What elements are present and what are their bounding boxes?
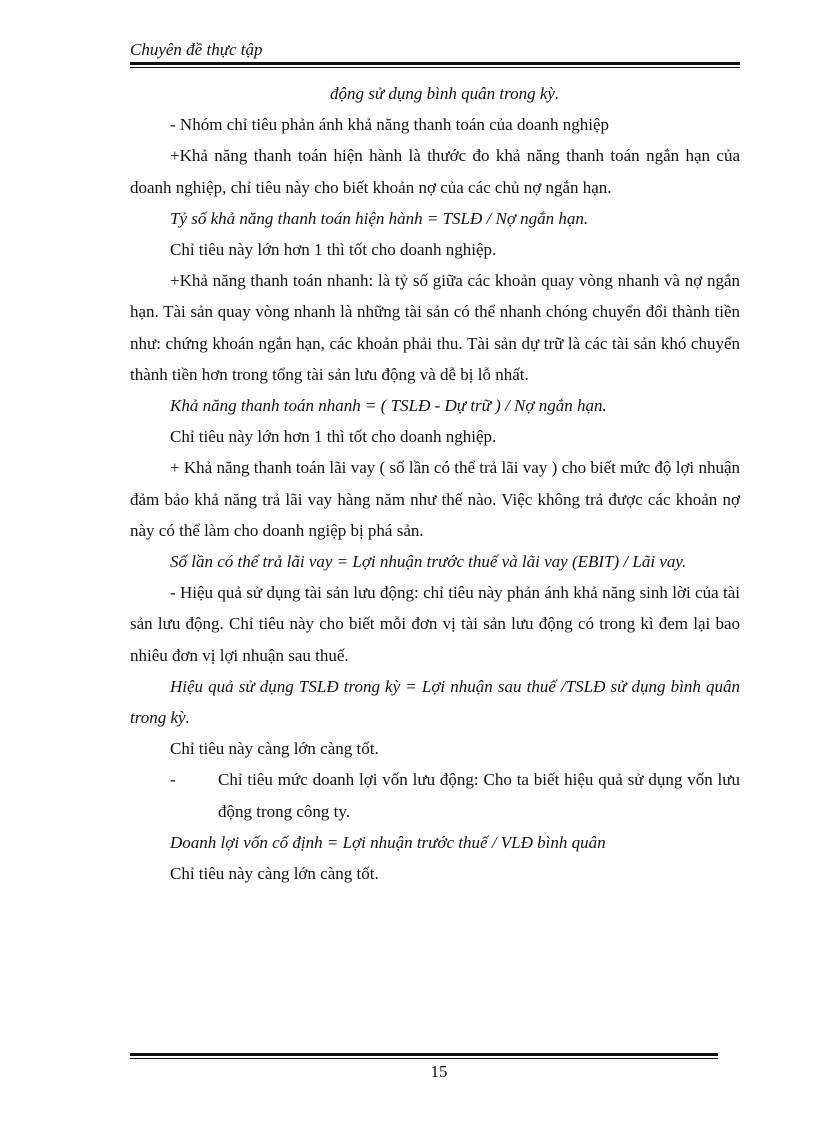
formula: Số lần có thể trả lãi vay = Lợi nhuận trước thuế và lãi vay (EBIT) / Lãi vay. <box>170 552 687 572</box>
paragraph: Chỉ tiêu này lớn hơn 1 thì tốt cho doanh nghiệp. <box>170 240 497 260</box>
paragraph: + Khả năng thanh toán lãi vay ( số lần có thể trả lãi vay ) cho biết mức độ lợi nhuận đảm bảo khả năng trả lãi vay hàng năm như thế nào. Việc không trả được các khoản nợ này có thể làm cho doanh ngiệp bị phá sản. <box>130 458 740 540</box>
footer-rule-thin <box>130 1058 718 1059</box>
paragraph: Chỉ tiêu này càng lớn càng tốt. <box>170 739 379 759</box>
paragraph: Chỉ tiêu này càng lớn càng tốt. <box>170 864 379 884</box>
paragraph: - Nhóm chỉ tiêu phản ánh khả năng thanh toán của doanh nghiệp <box>170 115 610 135</box>
page-number: 15 <box>430 1062 448 1081</box>
header-rule-thin <box>130 67 740 68</box>
formula: Hiệu quả sử dụng TSLĐ trong kỳ = Lợi nhuận sau thuế /TSLĐ sử dụng bình quân trong kỳ. <box>130 676 740 728</box>
paragraph: +Khả năng thanh toán nhanh: là tỷ số giữa các khoản quay vòng nhanh và nợ ngắn hạn. Tài sản quay vòng nhanh là những tài sản có thể nhanh chóng chuyển đổi thành tiền như: chứng khoán ngắn hạn, các khoản phải thu. Tài sản dự trữ là các tài sản khó chuyển thành tiền hơn trong tổng tài sản lưu động và dễ bị lỗ nhất. <box>130 271 740 384</box>
formula: Khả năng thanh toán nhanh = ( TSLĐ - Dự trữ ) / Nợ ngắn hạn. <box>170 396 607 416</box>
header-rule <box>130 62 740 65</box>
paragraph: - Hiệu quả sử dụng tài sản lưu động: chỉ tiêu này phản ánh khả năng sinh lời của tài sản lưu động. Chỉ tiêu này cho biết mỗi đơn vị tài sản lưu động có trong kì đem lại bao nhiêu đơn vị lợi nhuận sau thuế. <box>130 583 740 665</box>
footer-rule <box>130 1053 718 1056</box>
formula: Tỷ số khả năng thanh toán hiện hành = TSLĐ / Nợ ngắn hạn. <box>170 208 589 228</box>
bullet-text: Chỉ tiêu mức doanh lợi vốn lưu động: Cho ta biết hiệu quả sử dụng vốn lưu động trong công ty. <box>218 770 740 821</box>
paragraph: động sử dụng bình quân trong kỳ. <box>330 84 560 103</box>
bullet-mark: - <box>170 770 176 790</box>
paragraph: +Khả năng thanh toán hiện hành là thước đo khả năng thanh toán ngắn hạn của doanh nghiệp, chỉ tiêu này cho biết khoản nợ của các chủ nợ ngắn hạn. <box>130 146 740 197</box>
paragraph: Chỉ tiêu này lớn hơn 1 thì tốt cho doanh nghiệp. <box>170 427 497 447</box>
formula: Doanh lợi vốn cố định = Lợi nhuận trước thuế / VLĐ bình quân <box>170 832 606 852</box>
header-title: Chuyên đề thực tập <box>130 40 263 59</box>
document-body <box>130 78 740 889</box>
bullet-item <box>130 764 740 826</box>
